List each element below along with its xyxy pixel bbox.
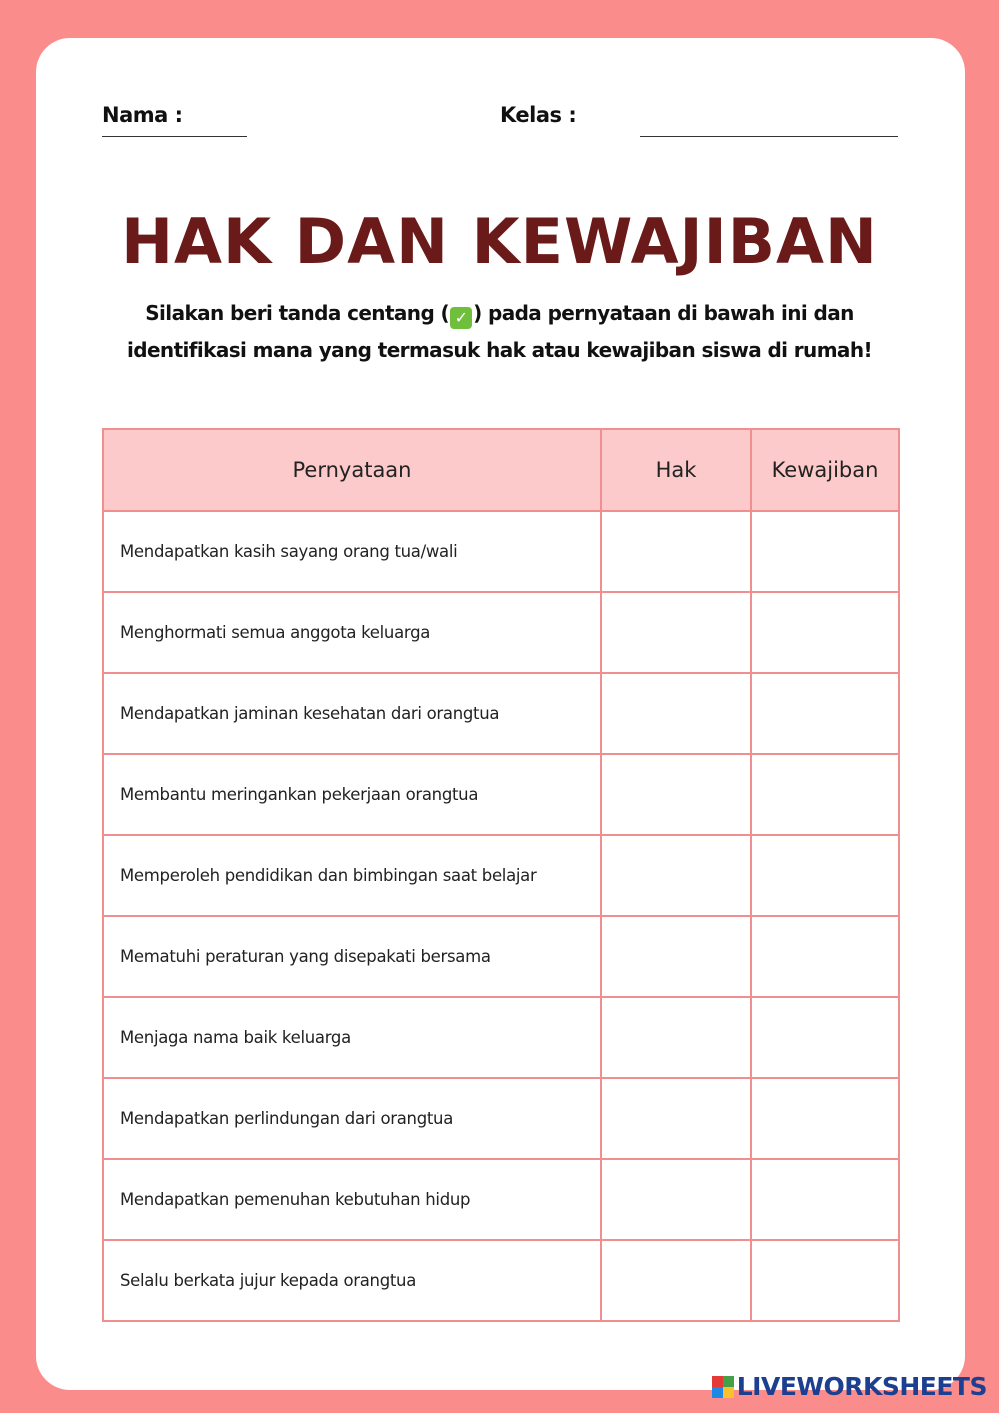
statement-cell: Selalu berkata jujur kepada orangtua [103,1240,601,1321]
table-row [103,511,899,592]
table-header-row [103,429,899,511]
table-row [103,754,899,835]
instruction-line1-before: Silakan beri tanda centang ( [145,301,450,325]
statement-cell: Membantu meringankan pekerjaan orangtua [103,754,601,835]
hak-answer-cell[interactable] [601,673,751,754]
statement-table [102,428,900,1322]
kewajiban-answer-cell[interactable] [751,997,899,1078]
class-label: Kelas : [500,103,577,127]
table-row [103,1078,899,1159]
hak-answer-cell[interactable] [601,1078,751,1159]
kewajiban-answer-cell[interactable] [751,835,899,916]
statement-cell: Memperoleh pendidikan dan bimbingan saat belajar [103,835,601,916]
hak-answer-cell[interactable] [601,511,751,592]
hak-answer-cell[interactable] [601,916,751,997]
instruction-line2: identifikasi mana yang termasuk hak atau kewajiban siswa di rumah! [127,338,872,362]
instruction-text [60,295,939,369]
page-title: HAK DAN KEWAJIBAN [121,205,878,278]
kewajiban-answer-cell[interactable] [751,754,899,835]
header-hak: Hak [601,429,751,511]
kewajiban-answer-cell[interactable] [751,673,899,754]
table-row [103,1159,899,1240]
hak-answer-cell[interactable] [601,1240,751,1321]
kewajiban-answer-cell[interactable] [751,1159,899,1240]
kewajiban-answer-cell[interactable] [751,592,899,673]
hak-answer-cell[interactable] [601,835,751,916]
liveworksheets-brand [712,1372,987,1401]
class-line [640,136,898,137]
table-row [103,835,899,916]
kewajiban-answer-cell[interactable] [751,1078,899,1159]
table-row [103,997,899,1078]
liveworksheets-logo-icon [712,1376,734,1398]
name-label: Nama : [102,103,183,127]
statement-cell: Menjaga nama baik keluarga [103,997,601,1078]
hak-answer-cell[interactable] [601,592,751,673]
statement-cell: Mendapatkan pemenuhan kebutuhan hidup [103,1159,601,1240]
table-row [103,673,899,754]
kewajiban-answer-cell[interactable] [751,1240,899,1321]
checkmark-icon: ✓ [450,307,472,329]
table-row [103,916,899,997]
kewajiban-answer-cell[interactable] [751,916,899,997]
name-line [102,136,247,137]
hak-answer-cell[interactable] [601,754,751,835]
brand-name: LIVEWORKSHEETS [736,1372,987,1401]
statement-cell: Mematuhi peraturan yang disepakati bersama [103,916,601,997]
header-pernyataan: Pernyataan [103,429,601,511]
statement-cell: Mendapatkan perlindungan dari orangtua [103,1078,601,1159]
statement-cell: Mendapatkan kasih sayang orang tua/wali [103,511,601,592]
hak-answer-cell[interactable] [601,1159,751,1240]
hak-answer-cell[interactable] [601,997,751,1078]
table-row [103,592,899,673]
statement-cell: Mendapatkan jaminan kesehatan dari orangtua [103,673,601,754]
kewajiban-answer-cell[interactable] [751,511,899,592]
table-row [103,1240,899,1321]
header-kewajiban: Kewajiban [751,429,899,511]
statement-cell: Menghormati semua anggota keluarga [103,592,601,673]
instruction-line1-after: ) pada pernyataan di bawah ini dan [473,301,854,325]
